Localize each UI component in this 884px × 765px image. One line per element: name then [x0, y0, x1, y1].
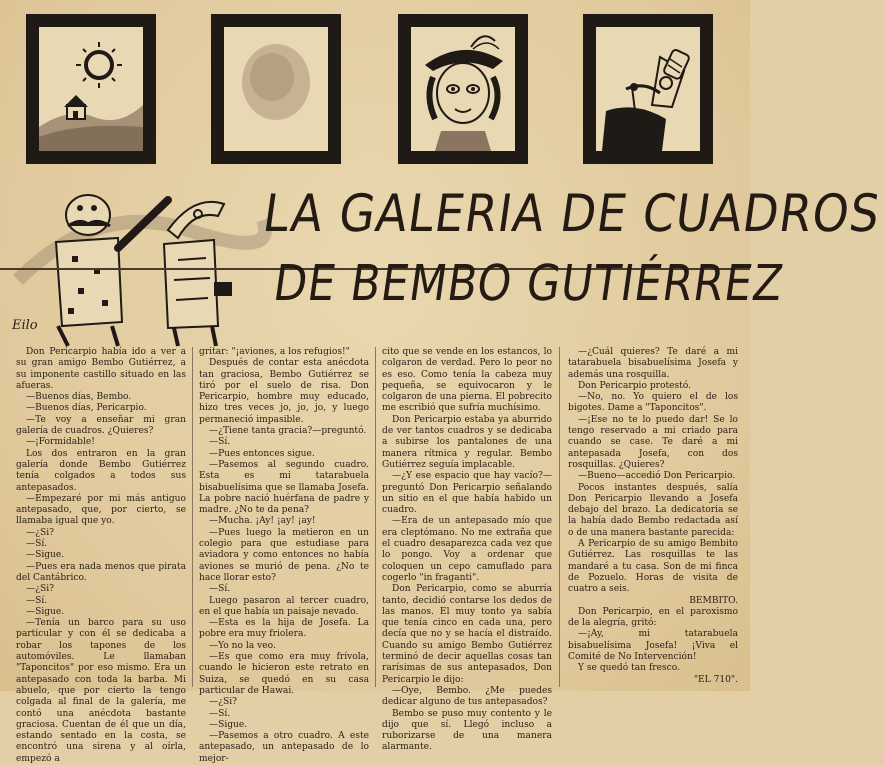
paragraph: Pocos instantes después, salía Don Pericarpio llevando a Josefa debajo del brazo. La dedicatoria se la había dado Bembo redactada así o de una manera bastante parecida: — [568, 482, 738, 538]
paragraph: —¿Y ese espacio que hay vacío?—preguntó Don Pericarpio señalando un sitio en el que había habido un cuadro. — [382, 471, 552, 516]
text-column-3 — [382, 347, 552, 754]
article-body — [16, 347, 738, 764]
paragraph: —¿Si? — [209, 697, 237, 708]
paragraph: —Sigue. — [209, 719, 248, 730]
paragraph: Don Pericarpio, en el paroxismo de la alegría, gritó: — [568, 606, 738, 629]
paragraph: Don Pericarpio protestó. — [578, 380, 692, 391]
sun-house-illustration — [39, 27, 143, 151]
paragraph: —Sí. — [26, 595, 48, 606]
paragraph: cito que se vende en los estancos, lo colgaron de verdad. Pero lo peor no es eso. Como tenía la cabeza muy pequeña, se equivocaron y le colgaron de una pierna. El pobrecito me escribió que sufría muchísimo. — [382, 347, 552, 414]
portrait-josefa — [411, 27, 515, 151]
paragraph: —Buenos días, Bembo. — [26, 392, 132, 403]
paragraph: —Oye, Bembo. ¿Me puedes dedicar alguno de tus antepasados? — [382, 685, 552, 708]
paragraph: —Pasemos al segundo cuadro. Esta es mi tatarabuela bisabuelísima que se llamaba Josefa. La pobre nació huérfana de padre y madre. ¿No te da pena? — [199, 459, 369, 516]
page-title-line-1: LA GALERIA DE CUADROS — [259, 183, 884, 244]
paragraph: —¡Ay, mi tatarabuela bisabuelísima Josefa! ¡Viva el Comité de No Intervención! — [568, 629, 738, 663]
paragraph: —Esta es la hija de Josefa. La pobre era muy friolera. — [199, 618, 369, 640]
paragraph: —Pues era nada menos que pirata del Cantábrico. — [16, 561, 186, 583]
paragraph: Y se quedó tan fresco. — [578, 663, 680, 674]
picture-frame-taponcitos — [583, 14, 713, 164]
paragraph: —Pues entonces sigue. — [209, 448, 315, 459]
text-column-1 — [16, 347, 186, 765]
paragraph: —¿Tiene tanta gracia?—preguntó. — [209, 426, 367, 437]
paragraph: —Yo no la veo. — [209, 640, 276, 651]
paragraph: BEMBITO. — [689, 595, 738, 606]
landscape-painting — [39, 27, 143, 151]
paragraph: Bembo se puso muy contento y le dijo que sí. Llegó incluso a ruborizarse de una manera alarmante. — [382, 708, 552, 753]
profile-character-illustration — [596, 27, 700, 151]
paragraph: —Sí. — [26, 539, 48, 550]
paragraph: Luego pasaron al tercer cuadro, en el que había un paisaje nevado. — [199, 595, 369, 617]
text-column-2 — [199, 347, 369, 765]
paragraph: —Es que como era muy frívola, cuando le hicieron este retrato en Suiza, se quedó en su casa particular de Hawai. — [199, 652, 369, 696]
characters-drawing — [18, 160, 263, 350]
paragraph: —Pasemos a otro cuadro. A este antepasado, un antepasado de lo mejor- — [199, 731, 369, 764]
paragraph: Don Pericarpio, como se aburría tanto, decidió contarse los dedos de las manos. El muy tonto ya sabía que tenía cinco en cada una, pero decía que no y se hacía el distraído. Cuando su amigo Bembo Gutiérrez terminó de decir aquellas cosas tan rarísimas de sus antepasados, Don Pericarpio le dijo: — [382, 584, 552, 685]
paragraph: —Tenía un barco para su uso particular y con él se dedicaba a robar los tapones de los automóviles. Le llamaban "Taponcitos" por eso mismo. Era un antepasado con toda la barba. Mi abuelo, que por cierto la tengo colgada al final de la galería, me contó una anécdota bastante graciosa. Cuentan de él que un día, estando sentado en la costa, se encontró una sirena y al oírla, empezó a — [16, 618, 186, 764]
portrait-antepasado — [596, 27, 700, 151]
bembo-and-pericarpio-illustration — [18, 160, 263, 350]
paragraph: —Te voy a enseñar mi gran galería de cuadros. ¿Quieres? — [16, 414, 186, 437]
paragraph: —Sí. — [209, 708, 231, 719]
paragraph: Después de contar esta anécdota tan graciosa, Bembo Gutiérrez se tiró por el suelo de risa. Don Pericarpio, hombre muy educado, hizo tres veces jo, jo, jo, y luego permaneció impasible. — [199, 358, 369, 425]
paragraph: "EL 710". — [693, 674, 738, 685]
paragraph: —Sí. — [209, 584, 231, 595]
paragraph: Don Pericarpio estaba ya aburrido de ver tantos cuadros y se dedicaba a subirse los pantalones de una manera rítmica y regular. Bembo Gutiérrez seguía implacable. — [382, 414, 552, 470]
paragraph: gritar: "¡aviones, a los refugios!" — [199, 347, 350, 357]
paragraph: —Sigue. — [26, 606, 65, 617]
picture-frame-josefa — [398, 14, 528, 164]
paragraph: —No, no. Yo quiero el de los bigotes. Dame a "Taponcitos". — [568, 392, 738, 414]
page-title-line-2: DE BEMBO GUTIÉRREZ — [269, 255, 788, 313]
paragraph: —¡Formidable! — [26, 437, 95, 448]
paragraph: —¿Cuál quieres? Te daré a mi tatarabuela bisabuelísima Josefa y además una rosquilla. — [568, 347, 738, 380]
picture-frame-snow — [211, 14, 341, 164]
smudge-illustration — [224, 27, 328, 151]
artist-signature: Eilo — [12, 318, 38, 333]
paragraph: —Empezaré por mi más antiguo antepasado, que, por cierto, se llamaba igual que yo. — [16, 493, 186, 527]
paragraph: —¡Ese no te lo puedo dar! Se lo tengo reservado a mi criado para cuando se case. Te daré a mi antepasada Josefa, con dos rosquillas. ¿Quieres? — [568, 414, 738, 470]
paragraph: Los dos entraron en la gran galería donde Bembo Gutiérrez tenía colgados a todos sus antepasados. — [16, 448, 186, 493]
paragraph: —Buenos días, Pericarpio. — [26, 403, 147, 414]
paragraph: —Sigue. — [26, 550, 65, 561]
woman-hat-illustration — [411, 27, 515, 151]
text-column-4 — [568, 347, 738, 686]
paragraph: Don Pericarpio había ido a ver a su gran amigo Bembo Gutiérrez, a su imponente castillo situado en las afueras. — [16, 347, 186, 391]
paragraph: —Mucha. ¡Ay! ¡ay! ¡ay! — [209, 516, 316, 527]
paragraph: —Sí. — [209, 437, 231, 448]
paragraph: —¿Si? — [26, 584, 54, 595]
picture-frame-landscape — [26, 14, 156, 164]
paragraph: —Bueno—accedió Don Pericarpio. — [578, 471, 736, 482]
snowy-painting — [224, 27, 328, 151]
paragraph: A Pericarpio de su amigo Bembito Gutiérrez. Las rosquillas te las mandaré a tu casa. Son de mi finca de Pozuelo. Horas de visita de cuatro a seis. — [568, 539, 738, 595]
paragraph: —¿Si? — [26, 527, 54, 538]
paragraph: —Pues luego la metieron en un colegio para que estudiase para aviadora y como entonces no había aviones se murió de pena. ¿No te hace llorar esto? — [199, 527, 369, 583]
paragraph: —Era de un antepasado mío que era cleptómano. No me extraña que el cuadro desaparezca cada vez que lo pongo. Voy a ordenar que coloquen un cepo camuflado para cogerlo "in fraganti". — [382, 516, 552, 583]
